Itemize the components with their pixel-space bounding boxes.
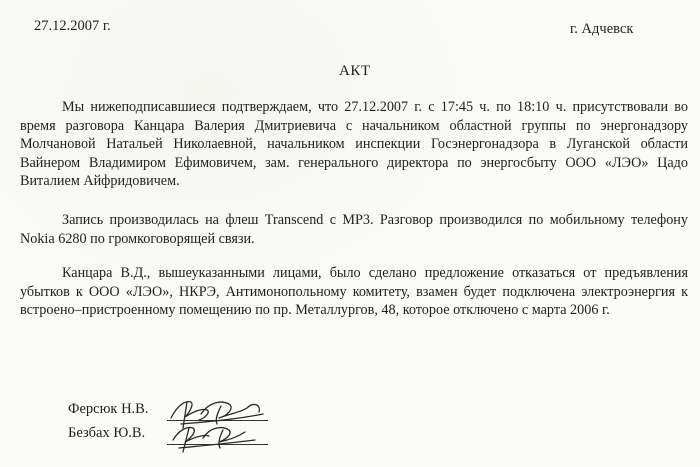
signer-2-name: Безбах Ю.В.: [68, 425, 146, 441]
paragraph-3: Канцара В.Д., вышеуказанными лицами, было сделано предложение отказаться от предъявления убытков к ООО «ЛЭО», НКРЭ, Антимонопольному комитету, взамен будет подключена электроэнергия к встроено–пристроенному помещению по пр. Металлургов, 48, которое отключено с марта 2006 г.: [20, 265, 688, 319]
document-title: АКТ: [339, 63, 371, 79]
signer-1-name: Ферсюк Н.В.: [68, 401, 149, 417]
paragraph-2: Запись производилась на флеш Transcend с MP3. Разговор производился по мобильному телефону Nokia 6280 по громкоговорящей связи.: [20, 212, 688, 247]
document-date: 27.12.2007 г.: [34, 18, 111, 34]
paragraph-1: Мы нижеподписавшиеся подтверждаем, что 27.12.2007 г. с 17:45 ч. по 18:10 ч. присутствовали во время разговора Канцара Валерия Дмитриевича с начальником областной группы по энергонадзору Молчановой Натальей Николаевной, начальником инспекции Госэнергонадзора в Луганской области Вайнером Владимиром Ефимовичем, зам. генерального директора по энергосбыту ООО «ЛЭО» Цадо Виталием Айфридовичем.: [20, 99, 688, 190]
document-city: г. Адчевск: [570, 21, 634, 37]
handwritten-signature: [163, 384, 273, 456]
